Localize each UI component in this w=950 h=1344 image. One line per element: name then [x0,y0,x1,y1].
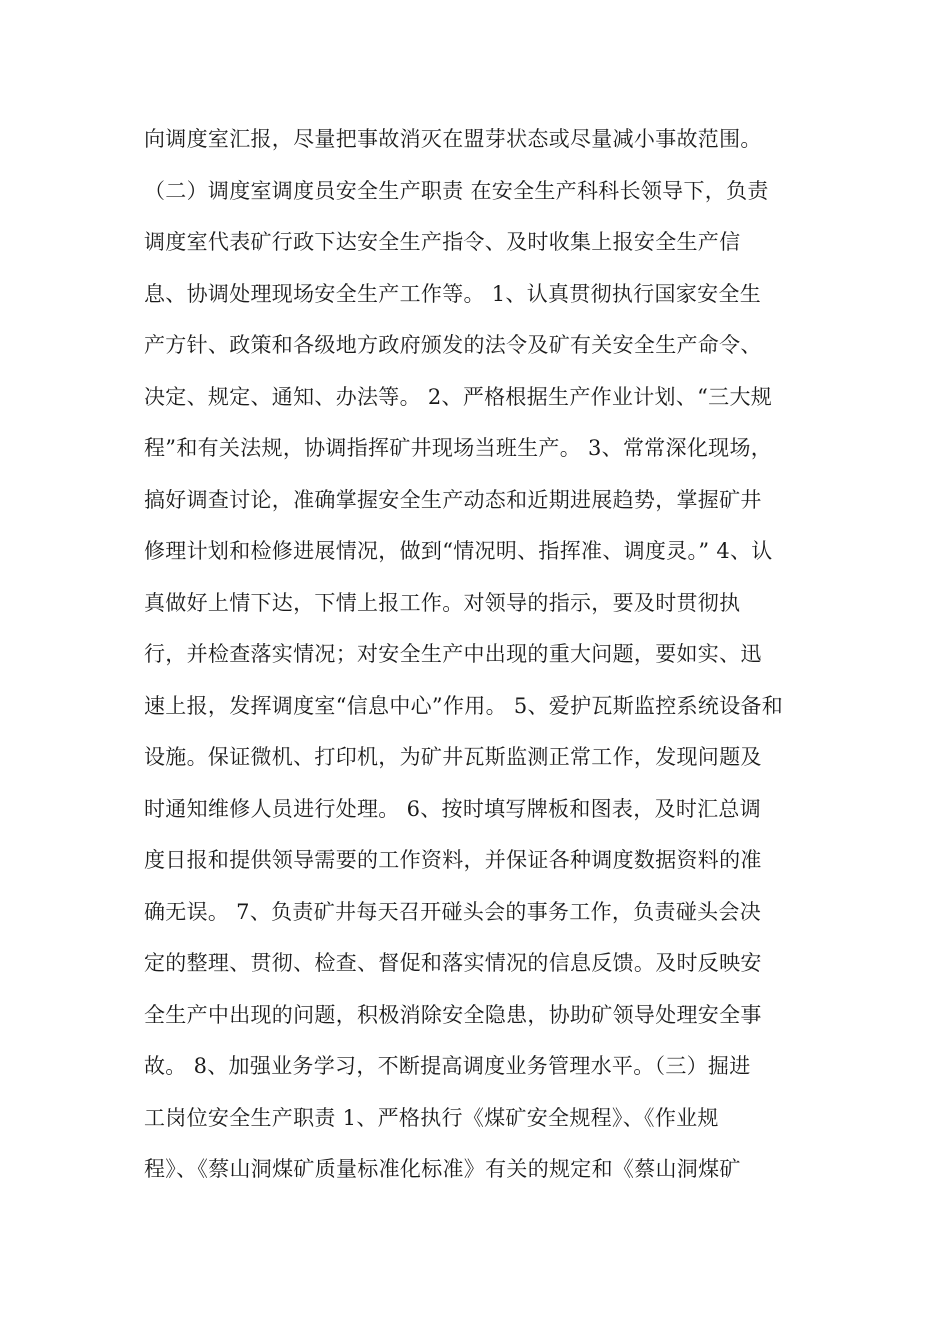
text-line: 工岗位安全生产职责 1、严格执行《煤矿安全规程》、《作业规 [144,1105,719,1130]
text-line: 产方针、政策和各级地方政府颁发的法令及矿有关安全生产命令、 [144,333,762,357]
text-line: 搞好调查讨论，准确掌握安全生产动态和近期进展趋势，掌握矿井 [144,487,762,512]
text-line: 故。 8、加强业务学习，不断提高调度业务管理水平。（三）掘进 [144,1054,751,1078]
text-line: 时通知维修人员进行处理。 6、按时填写牌板和图表，及时汇总调 [144,796,762,821]
text-line: 向调度室汇报，尽量把事故消灭在盟芽状态或尽量减小事故范围。 [144,127,762,151]
text-line: 决定、规定、通知、办法等。 2、严格根据生产作业计划、“三大规 [144,384,773,409]
text-line: 行，并检查落实情况；对安全生产中出现的重大问题，要如实、迅 [144,642,762,666]
body-text [144,114,824,1196]
text-line: 设施。保证微机、打印机，为矿井瓦斯监测正常工作，发现问题及 [144,745,762,769]
text-line: 真做好上情下达，下情上报工作。对领导的指示，要及时贯彻执 [144,590,741,615]
text-line: （二）调度室调度员安全生产职责 在安全生产科科长领导下，负责 [144,178,769,203]
text-line: 修理计划和检修进展情况，做到“情况明、指挥准、调度灵。” 4、认 [144,539,773,563]
text-line: 定的整理、贯彻、检查、督促和落实情况的信息反馈。及时反映安 [144,951,762,975]
text-line: 度日报和提供领导需要的工作资料，并保证各种调度数据资料的准 [144,848,762,872]
text-line: 调度室代表矿行政下达安全生产指令、及时收集上报安全生产信 [144,230,741,254]
text-line: 程”和有关法规，协调指挥矿井现场当班生产。 3、常常深化现场， [144,436,773,460]
text-line: 息、协调处理现场安全生产工作等。 1、认真贯彻执行国家安全生 [144,281,762,306]
text-line: 确无误。 7、负责矿井每天召开碰头会的事务工作，负责碰头会决 [144,899,762,924]
text-line: 程》、《蔡山洞煤矿质量标准化标准》有关的规定和《蔡山洞煤矿 [144,1157,741,1181]
text-line: 全生产中出现的问题，积极消除安全隐患，协助矿领导处理安全事 [144,1002,762,1027]
text-line: 速上报，发挥调度室“信息中心”作用。 5、爱护瓦斯监控系统设备和 [144,693,784,718]
